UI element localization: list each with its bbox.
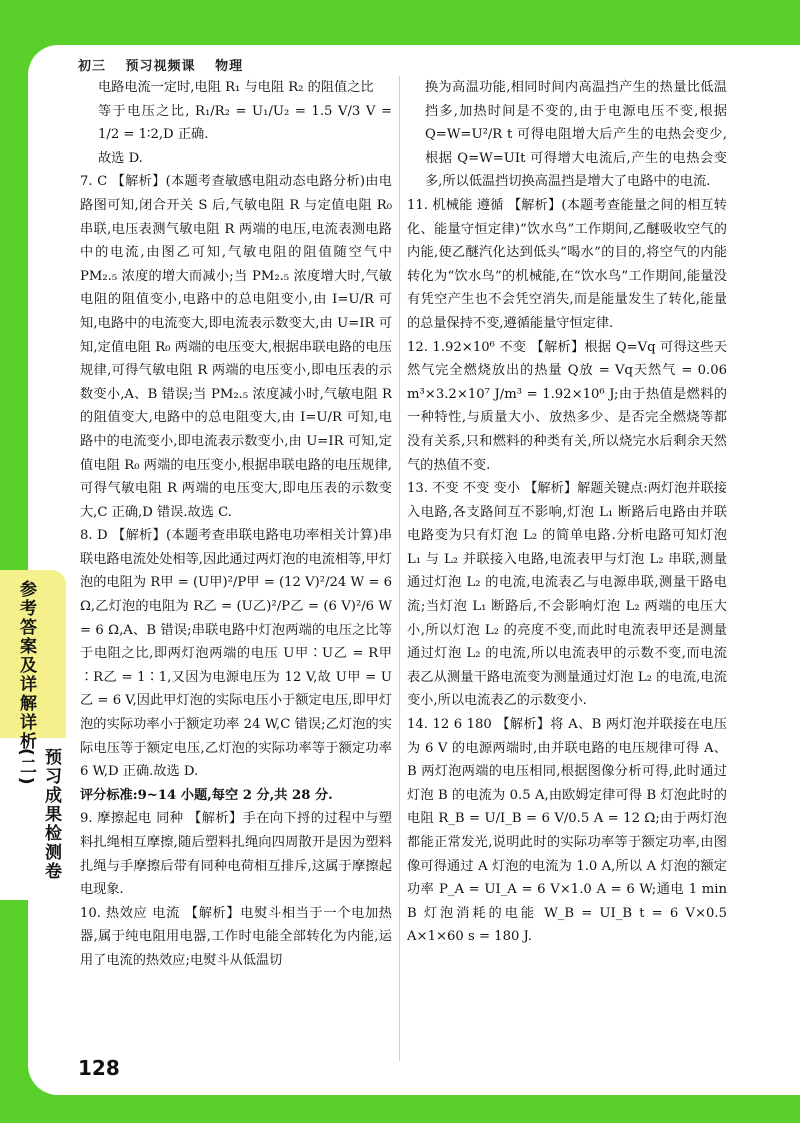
header-grade: 初三: [78, 59, 107, 74]
answer-6-conclusion: 故选 D.: [98, 150, 143, 166]
answer-14: 14. 12 6 180 【解析】将 A、B 两灯泡并联接在电压为 6 V 的电源两端时,由并联电路的电压规律可得 A、B 两灯泡两端的电压相同,根据图像分析可得,此时通过灯泡 B 的电流为 0.5 A,由欧姆定律可得 B 灯泡此时的电阻 R_B = U/I_B = 6 V/0.5 A = 12 Ω;由于两灯泡都能正常发光,说明此时的实际功率等于额定功率,由图像可得通过 A 灯泡的电流为 1.0 A,所以 A 灯泡的额定功率 P_A = UI_A = 6 V×1.0 A = 6 W;通电 1 min B 灯泡消耗的电能 W_B = UI_B t = 6 V×0.5 A×1×60 s = 180 J.: [407, 717, 727, 945]
header-series: 预习视频课: [125, 59, 196, 74]
page-number: 128: [78, 1056, 120, 1080]
column-divider: [399, 76, 400, 1061]
scoring-standard: 评分标准:9~14 小题,每空 2 分,共 28 分.: [80, 787, 333, 803]
running-header: [78, 55, 257, 74]
side-tab-top-label: 参考答案及详解详析: [16, 580, 36, 751]
answer-13: 13. 不变 不变 变小 【解析】解题关键点:两灯泡并联接入电路,各支路间互不影响,灯泡 L₁ 断路后电路由并联电路变为只有灯泡 L₂ 的简单电路.分析电路可知灯泡 L₁ 与 L₂ 并联接入电路,电流表甲与灯泡 L₂ 串联,测量通过灯泡 L₂ 的电流,电流表乙与电源串联,测量干路电流;当灯泡 L₁ 断路后,不会影响灯泡 L₂ 两端的电压大小,所以灯泡 L₂ 的亮度不变,而此时电流表甲还是测量通过灯泡 L₂ 的电流,所以电流表甲的示数不变,而电流表乙从测量干路电流变为测量通过灯泡 L₂ 的电流,电流变小,所以电流表乙的示数变小.: [407, 481, 727, 709]
top-green-band: [0, 0, 800, 45]
answer-11: 11. 机械能 遵循 【解析】(本题考查能量之间的相互转化、能量守恒定律)“饮水鸟”工作期间,乙醚吸收空气的内能,使乙醚汽化达到低头“喝水”的目的,将空气的内能转化为“饮水鸟”的机械能,在“饮水鸟”工作期间,能量没有凭空产生也不会凭空消失,而是能量发生了转化,能量的总量保持不变,遵循能量守恒定律.: [407, 197, 727, 331]
answer-10: 10. 热效应 电流 【解析】电熨斗相当于一个电加热器,属于纯电阻用电器,工作时电能全部转化为内能,运用了电流的热效应;电熨斗从低温切: [80, 905, 392, 968]
left-column: [80, 76, 392, 973]
answer-6-continuation-line1: 电路电流一定时,电阻 R₁ 与电阻 R₂ 的阻值之比: [98, 80, 374, 95]
answer-10-continuation: 换为高温功能,相同时间内高温挡产生的热量比低温挡多,加热时间是不变的,由于电源电压不变,根据 Q=W=U²/R t 可得电阻增大后产生的电热会变少,根据 Q=W=UIt 可得增大电流后,产生的电热会变多,所以低温挡切换高温挡是增大了电路中的电流.: [425, 80, 727, 190]
answer-6-continuation-line2: 等于电压之比, R₁/R₂ = U₁/U₂ = 1.5 V/3 V = 1/2 = 1∶2,D 正确.: [98, 103, 392, 143]
right-column: [407, 76, 727, 949]
side-tab: [0, 570, 66, 900]
answer-7: 7. C 【解析】(本题考查敏感电阻动态电路分析)由电路图可知,闭合开关 S 后,气敏电阻 R 与定值电阻 R₀ 串联,电压表测气敏电阻 R 两端的电压,电流表测电路中的电流,由图乙可知,气敏电阻的阻值随空气中 PM₂.₅ 浓度的增大而减小;当 PM₂.₅ 浓度增大时,气敏电阻的阻值变小,电路中的总电阻变小,由 I=U/R 可知,电路中的电流变大,即电流表示数变大,由 U=IR 可知,定值电阻 R₀ 两端的电压变大,根据串联电路的电压规律,可得气敏电阻 R 两端的电压变小,即电压表的示数变小,A、B 错误;当 PM₂.₅ 浓度减小时,气敏电阻 R 的阻值变大,电路中的总电阻变大,由 I=U/R 可知,电路中的电流变小,即电流表示数变小,由 U=IR 可知,定值电阻 R₀ 两端的电压变小,根据串联电路的电压规律,可得气敏电阻 R 两端的电压变大,即电压表的示数变大,C 正确,D 错误.故选 C.: [80, 174, 392, 520]
answer-8: 8. D 【解析】(本题考查串联电路电功率相关计算)串联电路电流处处相等,因此通过两灯泡的电流相等,甲灯泡的电阻为 R甲 = (U甲)²/P甲 = (12 V)²/24 W = 6 Ω,乙灯泡的电阻为 R乙 = (U乙)²/P乙 = (6 V)²/6 W = 6 Ω,A、B 错误;串联电路中灯泡两端的电压之比等于电阻之比,即两灯泡两端的电压 U甲∶U乙 = R甲∶R乙 = 1∶1,又因为电源电压为 12 V,故 U甲 = U乙 = 6 V,因此甲灯泡的实际电压小于额定电压,即甲灯泡的实际功率小于额定功率 24 W,C 错误;乙灯泡的实际电压等于额定电压,乙灯泡的实际功率等于额定功率 6 W,D 正确.故选 D.: [80, 528, 392, 780]
side-tab-bottom-label: 预习成果检测卷(二): [16, 748, 61, 881]
header-subject: 物理: [215, 59, 244, 74]
answer-9: 9. 摩擦起电 同种 【解析】手在向下捋的过程中与塑料扎绳相互摩擦,随后塑料扎绳向四周散开是因为塑料扎绳与手摩擦后带有同种电荷相互排斥,这属于摩擦起电现象.: [80, 811, 392, 898]
answer-12: 12. 1.92×10⁶ 不变 【解析】根据 Q=Vq 可得这些天然气完全燃烧放出的热量 Q放 = Vq天然气 = 0.06 m³×3.2×10⁷ J/m³ = 1.92×10⁶ J;由于热值是燃料的一种特性,与质量大小、放热多少、是否完全燃烧等都没有关系,只和燃料的种类有关,所以烧完水后剩余天然气的热值不变.: [407, 339, 727, 473]
